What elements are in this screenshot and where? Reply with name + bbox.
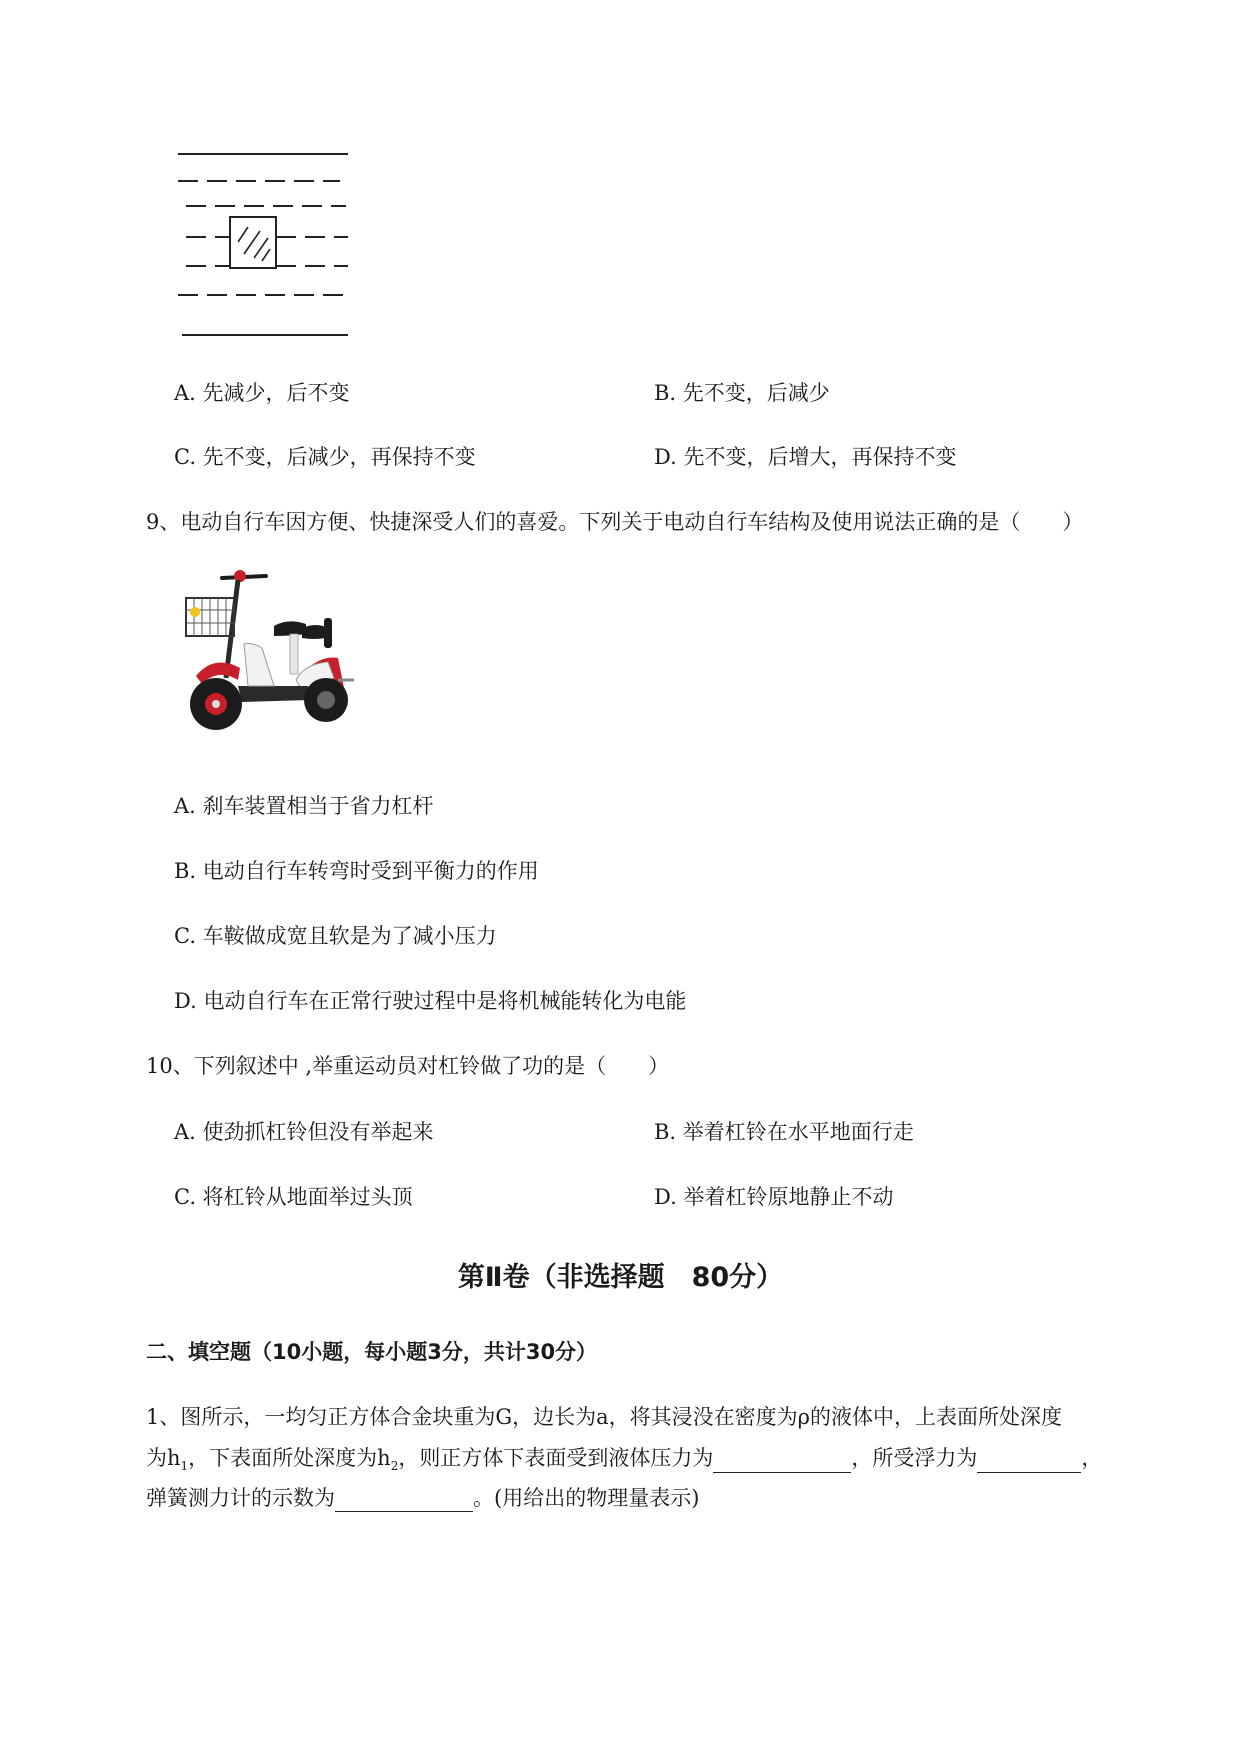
fill1-line1: 1、图所示，一均匀正方体合金块重为G，边长为a，将其浸没在密度为ρ的液体中，上表面所处深度	[146, 1405, 1062, 1429]
cube-hatching	[238, 227, 270, 261]
q9-stem: 9、电动自行车因方便、快捷深受人们的喜爱。下列关于电动自行车结构及使用说法正确的是（ ）	[146, 510, 1084, 534]
answer-blank-buoyancy[interactable]	[977, 1450, 1081, 1473]
fill1-text-f: 弹簧测力计的示数为	[146, 1486, 335, 1510]
q10-option-b[interactable]: B. 举着杠铃在水平地面行走	[654, 1120, 914, 1144]
part2-title: 第Ⅱ卷（非选择题 80分）	[457, 1262, 784, 1293]
fill1-text-e: ，	[1081, 1446, 1103, 1470]
q9-option-d[interactable]: D. 电动自行车在正常行驶过程中是将机械能转化为电能	[174, 989, 687, 1013]
subscript-2: 2	[390, 1459, 399, 1474]
q10-option-a[interactable]: A. 使劲抓杠铃但没有举起来	[174, 1120, 434, 1144]
q9-option-b[interactable]: B. 电动自行车转弯时受到平衡力的作用	[174, 859, 539, 883]
section-fill-in-heading: 二、填空题（10小题，每小题3分，共计30分）	[146, 1340, 598, 1364]
electric-bike-image	[178, 568, 378, 753]
q10-stem: 10、下列叙述中 ,举重运动员对杠铃做了功的是（ ）	[146, 1054, 670, 1078]
fill1-text-a: 为h	[146, 1446, 181, 1470]
cube-block	[230, 217, 276, 268]
fill1-line3	[146, 1482, 699, 1512]
q8-option-d[interactable]: D. 先不变，后增大，再保持不变	[654, 445, 957, 469]
answer-blank-scale-reading[interactable]	[335, 1489, 473, 1512]
fill1-text-b: ，下表面所处深度为h	[188, 1446, 391, 1470]
q8-option-c[interactable]: C. 先不变，后减少，再保持不变	[174, 445, 476, 469]
fill1-text-g: 。(用给出的物理量表示)	[473, 1486, 700, 1510]
subscript-1: 1	[180, 1459, 189, 1474]
q8-option-b[interactable]: B. 先不变，后减少	[654, 381, 830, 405]
q10-option-d[interactable]: D. 举着杠铃原地静止不动	[654, 1185, 894, 1209]
liquid-dash-rows	[178, 181, 348, 295]
q9-option-c[interactable]: C. 车鞍做成宽且软是为了减小压力	[174, 924, 497, 948]
fill1-text-d: ，所受浮力为	[851, 1446, 978, 1470]
submerged-cube-figure	[150, 130, 360, 345]
answer-blank-bottom-pressure[interactable]	[713, 1450, 851, 1473]
fill1-line2	[146, 1442, 1102, 1473]
fill1-text-c: ，则正方体下表面受到液体压力为	[398, 1446, 714, 1470]
q10-option-c[interactable]: C. 将杠铃从地面举过头顶	[174, 1185, 413, 1209]
q8-option-a[interactable]: A. 先减少，后不变	[174, 381, 350, 405]
q9-option-a[interactable]: A. 刹车装置相当于省力杠杆	[174, 794, 434, 818]
